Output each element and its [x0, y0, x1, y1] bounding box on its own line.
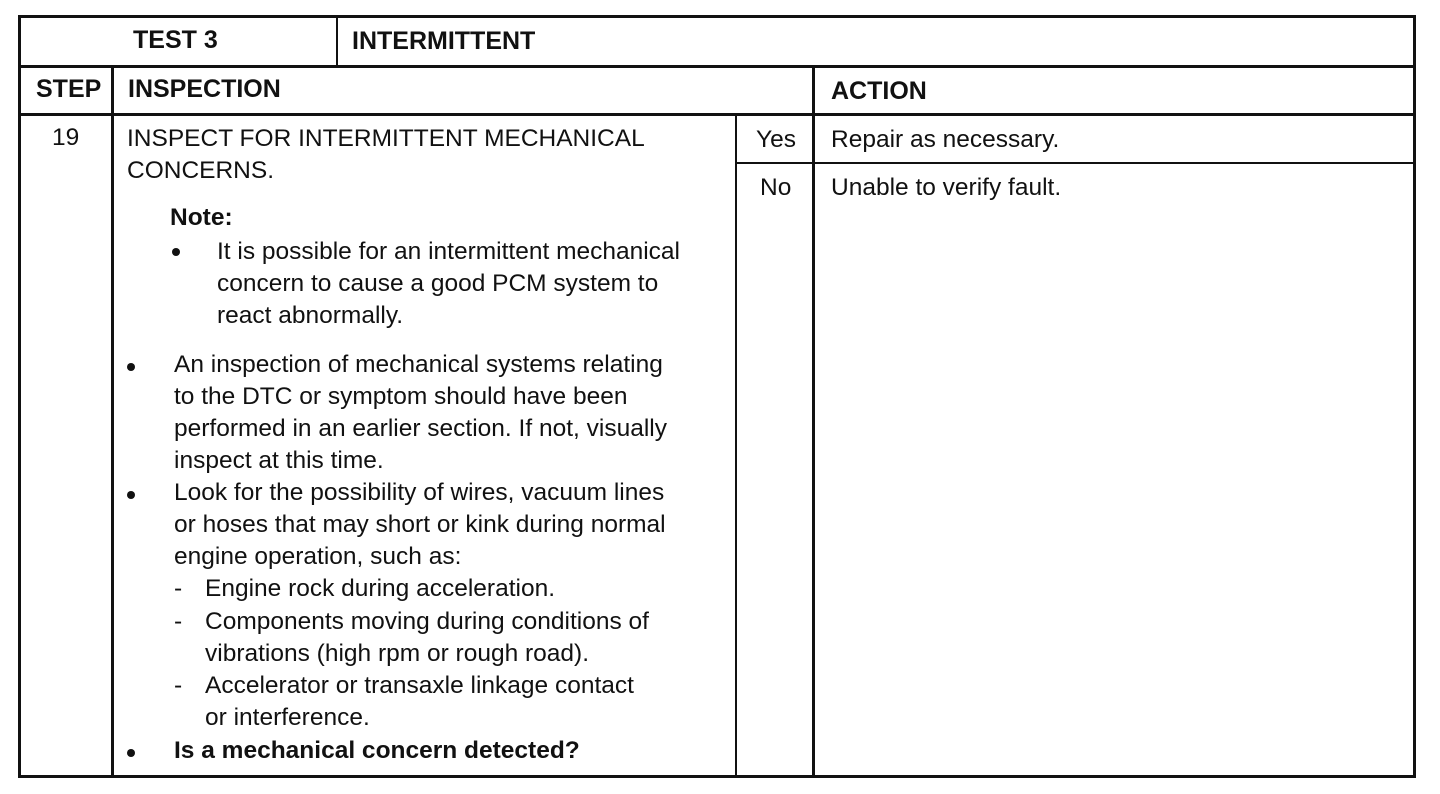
test-label: TEST 3	[133, 26, 218, 54]
test-title: INTERMITTENT	[352, 27, 536, 55]
answer-no: No	[760, 174, 792, 201]
bullet-1-line-4: inspect at this time.	[174, 447, 384, 474]
inspection-title-line-1: INSPECT FOR INTERMITTENT MECHANICAL	[127, 125, 645, 152]
bullet-1	[127, 363, 135, 371]
dash-2-line-2: vibrations (high rpm or rough road).	[205, 640, 590, 667]
note-label: Note:	[170, 204, 233, 231]
note-bullet	[172, 248, 180, 256]
bullet-1-line-1: An inspection of mechanical systems relating	[174, 351, 663, 378]
dash-1-line-1: Engine rock during acceleration.	[205, 575, 556, 602]
bullet-1-line-2: to the DTC or symptom should have been	[174, 383, 628, 410]
column-inspection: INSPECTION	[128, 75, 281, 103]
bullet-2-line-1: Look for the possibility of wires, vacuum lines	[174, 479, 665, 506]
note-line-1: It is possible for an intermittent mechanical	[217, 238, 680, 265]
rule-action-left	[812, 65, 815, 778]
bullet-2	[127, 491, 135, 499]
column-action: ACTION	[831, 77, 927, 105]
bullet-2-line-2: or hoses that may short or kink during normal	[174, 511, 666, 538]
action-no: Unable to verify fault.	[831, 174, 1062, 201]
action-yes: Repair as necessary.	[831, 126, 1060, 153]
question-bullet	[127, 749, 135, 757]
column-step: STEP	[36, 75, 102, 103]
question-text: Is a mechanical concern detected?	[174, 737, 580, 764]
answer-yes: Yes	[756, 126, 796, 153]
rule-title-bottom	[18, 65, 1416, 68]
inspection-title-line-2: CONCERNS.	[127, 157, 275, 184]
rule-step-divider	[111, 65, 114, 778]
dash-3: -	[174, 672, 183, 699]
note-line-2: concern to cause a good PCM system to	[217, 270, 659, 297]
step-number: 19	[52, 124, 80, 151]
dash-3-line-2: or interference.	[205, 704, 370, 731]
bullet-1-line-3: performed in an earlier section. If not, visually	[174, 415, 667, 442]
rule-header-bottom	[18, 113, 1416, 116]
dash-2-line-1: Components moving during conditions of	[205, 608, 649, 635]
rule-answer-left	[735, 114, 737, 778]
rule-title-divider	[336, 15, 338, 67]
dash-2: -	[174, 608, 183, 635]
dash-1: -	[174, 575, 183, 602]
rule-yes-bottom	[737, 162, 1416, 164]
dash-3-line-1: Accelerator or transaxle linkage contact	[205, 672, 634, 699]
bullet-2-line-3: engine operation, such as:	[174, 543, 462, 570]
note-line-3: react abnormally.	[217, 302, 404, 329]
